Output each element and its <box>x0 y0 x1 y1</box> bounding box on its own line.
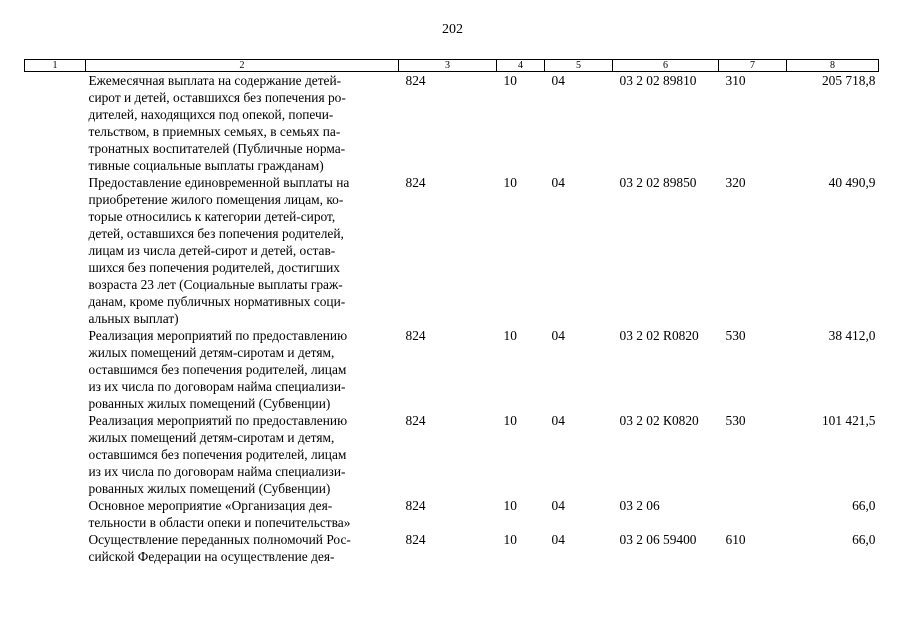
amount-cell: 38 412,0 <box>828 328 876 343</box>
description-line: альных выплат) <box>88 311 179 326</box>
target-article-cell: 03 2 02 R0820 <box>619 328 699 343</box>
expense-type-cell: 530 <box>725 328 746 343</box>
description-line: тивные социальные выплаты гражданам) <box>88 158 324 173</box>
page-number: 202 <box>442 22 463 37</box>
description-cell <box>86 412 399 497</box>
ministry-code-cell: 824 <box>405 498 426 513</box>
expense-type-cell: 320 <box>725 175 746 190</box>
col1-cell <box>25 72 86 175</box>
description-line: детей, оставшихся без попечения родителей, <box>88 226 344 241</box>
table-row <box>25 174 879 327</box>
section-code-cell: 10 <box>503 498 517 513</box>
description-line: Осуществление переданных полномочий Рос- <box>88 532 351 547</box>
description-line: Реализация мероприятий по предоставлению <box>88 328 348 343</box>
description-line: из их числа по договорам найма специализи- <box>88 379 346 394</box>
subsection-code-cell: 04 <box>551 328 565 343</box>
description-line: возраста 23 лет (Социальные выплаты граж- <box>88 277 343 292</box>
description-line: оставшимся без попечения родителей, лицам <box>88 362 347 377</box>
target-article-cell: 03 2 06 <box>619 498 660 513</box>
description-cell <box>86 531 399 565</box>
description-line: жилых помещений детям-сиротам и детям, <box>88 345 335 360</box>
subsection-code-cell: 04 <box>551 73 565 88</box>
description-line: из их числа по договорам найма специализи- <box>88 464 346 479</box>
description-line: сирот и детей, оставшихся без попечения ро- <box>88 90 346 105</box>
target-article-cell: 03 2 02 К0820 <box>619 413 699 428</box>
description-line: жилых помещений детям-сиротам и детям, <box>88 430 335 445</box>
description-cell <box>86 174 399 327</box>
section-code-cell: 10 <box>503 175 517 190</box>
subsection-code-cell: 04 <box>551 175 565 190</box>
expense-type-cell <box>719 497 787 531</box>
subsection-code-cell: 04 <box>551 532 565 547</box>
description-line: рованных жилых помещений (Субвенции) <box>88 396 331 411</box>
subsection-code-cell: 04 <box>551 413 565 428</box>
description-line: Предоставление единовременной выплаты на <box>88 175 350 190</box>
column-header-3: 3 <box>399 60 497 72</box>
description-line: Ежемесячная выплата на содержание детей- <box>88 73 342 88</box>
expense-type-cell: 530 <box>725 413 746 428</box>
amount-cell: 66,0 <box>852 498 876 513</box>
ministry-code-cell: 824 <box>405 175 426 190</box>
description-line: тельством, в приемных семьях, в семьях па- <box>88 124 341 139</box>
column-header-5: 5 <box>545 60 613 72</box>
budget-table <box>24 59 879 565</box>
target-article-cell: 03 2 02 89850 <box>619 175 697 190</box>
description-line: лицам из числа детей-сирот и детей, остав- <box>88 243 336 258</box>
table-row <box>25 327 879 412</box>
col1-cell <box>25 174 86 327</box>
section-code-cell: 10 <box>503 532 517 547</box>
description-line: оставшимся без попечения родителей, лицам <box>88 447 347 462</box>
expense-type-cell: 610 <box>725 532 746 547</box>
ministry-code-cell: 824 <box>405 413 426 428</box>
section-code-cell: 10 <box>503 328 517 343</box>
column-header-7: 7 <box>719 60 787 72</box>
column-header-1: 1 <box>25 60 86 72</box>
col1-cell <box>25 327 86 412</box>
description-cell <box>86 327 399 412</box>
ministry-code-cell: 824 <box>405 73 426 88</box>
ministry-code-cell: 824 <box>405 328 426 343</box>
description-line: дителей, находящихся под опекой, попечи- <box>88 107 334 122</box>
amount-cell: 101 421,5 <box>821 413 876 428</box>
description-line: сийской Федерации на осуществление дея- <box>88 549 335 564</box>
description-line: рованных жилых помещений (Субвенции) <box>88 481 331 496</box>
description-line: тельности в области опеки и попечительства» <box>88 515 351 530</box>
table-row <box>25 497 879 531</box>
ministry-code-cell: 824 <box>405 532 426 547</box>
column-header-6: 6 <box>613 60 719 72</box>
target-article-cell: 03 2 06 59400 <box>619 532 697 547</box>
section-code-cell: 10 <box>503 413 517 428</box>
description-line: тронатных воспитателей (Публичные норма- <box>88 141 346 156</box>
column-header-4: 4 <box>497 60 545 72</box>
table-body <box>25 72 879 566</box>
table-header <box>25 60 879 72</box>
column-header-8: 8 <box>787 60 879 72</box>
amount-cell: 66,0 <box>852 532 876 547</box>
description-line: торые относились к категории детей-сирот, <box>88 209 336 224</box>
col1-cell <box>25 412 86 497</box>
column-header-2: 2 <box>86 60 399 72</box>
description-cell <box>86 72 399 175</box>
description-line: шихся без попечения родителей, достигших <box>88 260 341 275</box>
description-line: Основное мероприятие «Организация дея- <box>88 498 333 513</box>
amount-cell: 40 490,9 <box>828 175 876 190</box>
section-code-cell: 10 <box>503 73 517 88</box>
table-row <box>25 412 879 497</box>
target-article-cell: 03 2 02 89810 <box>619 73 697 88</box>
description-cell <box>86 497 399 531</box>
subsection-code-cell: 04 <box>551 498 565 513</box>
description-line: Реализация мероприятий по предоставлению <box>88 413 348 428</box>
header-row <box>25 60 879 72</box>
col1-cell <box>25 497 86 531</box>
col1-cell <box>25 531 86 565</box>
expense-type-cell: 310 <box>725 73 746 88</box>
amount-cell: 205 718,8 <box>821 73 876 88</box>
table-row <box>25 531 879 565</box>
description-line: приобретение жилого помещения лицам, ко- <box>88 192 344 207</box>
table-row <box>25 72 879 175</box>
description-line: данам, кроме публичных нормативных соци- <box>88 294 346 309</box>
